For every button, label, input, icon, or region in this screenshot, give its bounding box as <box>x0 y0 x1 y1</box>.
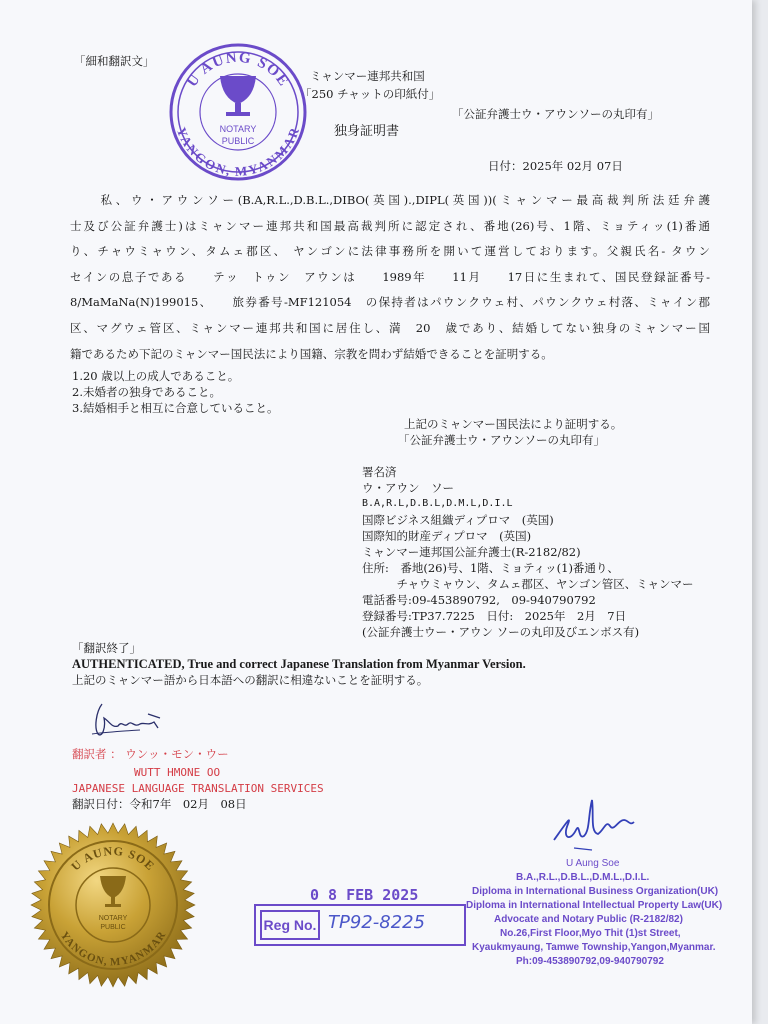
signer-diploma-business: 国際ビジネス組織ディプロマ (英国) <box>362 513 554 527</box>
translation-end-label: 「翻訳終了」 <box>72 641 141 655</box>
translation-date: 翻訳日付：令和7年 02月 08日 <box>72 797 247 811</box>
notary-stamp-diploma-ip: Diploma in International Intellectual Property Law(UK) <box>466 900 723 911</box>
seal-center-public: PUBLIC <box>221 136 255 146</box>
condition-item: 3.結婚相手と相互に合意していること。 <box>72 401 279 415</box>
translation-company: JAPANESE LANGUAGE TRANSLATION SERVICES <box>72 782 324 795</box>
seal-center-notary: NOTARY <box>219 124 257 134</box>
translation-certification: 上記のミャンマー語から日本語への翻訳に相違ないことを証明する。 <box>72 673 429 687</box>
condition-item: 2.未婚者の独身であること。 <box>72 385 221 399</box>
body-line: り、チャウミャウン、タムェ郡区、 ヤンゴンに法律事務所を開いて運営しております。父親氏名- タウン <box>70 244 710 259</box>
stamp-line-revenue: 「250 チャットの印紙付」 <box>300 87 441 101</box>
signer-registration: 登録番号:TP37.7225 日付: 2025年 2月 7日 <box>362 609 627 623</box>
body-line: 籍であるため下記のミャンマー国民法により国籍、宗教を問わず結婚できることを証明する。 <box>70 346 553 361</box>
document-date: 日付：2025年 02月 07日 <box>488 159 623 173</box>
seal-ring-bottom: YANGON, MYANMAR <box>173 125 303 179</box>
gold-seal-public: PUBLIC <box>100 924 126 931</box>
gold-seal-notary: NOTARY <box>98 915 128 922</box>
translator-label: 翻訳者 ： ウンッ・モン・ウー <box>72 747 229 761</box>
document-title: 独身証明書 <box>334 124 400 139</box>
signer-diploma-ip: 国際知的財産ディプロマ (英国) <box>362 529 532 543</box>
translation-label: 「細和翻訳文」 <box>74 54 155 68</box>
translator-signature <box>88 698 168 742</box>
body-paragraph <box>70 188 710 367</box>
body-line: 士及び公証弁護士)はミャンマー連邦共和国最高裁判所に認定され、番地(26)号、1階、ミョティッ(1)番通 <box>70 218 710 233</box>
signer-name: ウ・アウン ソー <box>362 481 454 495</box>
notary-stamp-degrees: B.A.,R.L.,D.B.L.,D.M.L.,D.I.L. <box>516 872 650 883</box>
certify-line: 上記のミャンマー国民法により証明する。 <box>404 417 623 431</box>
seal-note: 「公証弁護士ウ・アウンソーの丸印有」 <box>452 107 659 121</box>
body-line: 区、マグウェ管区、ミャンマー連邦共和国に居住し、満 20 歳であり、結婚してない独身のミャンマー国 <box>70 320 710 335</box>
gold-embossed-seal <box>28 820 198 990</box>
notary-signature <box>544 790 640 862</box>
reg-stamp-date: 0 8 FEB 2025 <box>310 886 419 904</box>
notary-stamp-license: Advocate and Notary Public (R-2182/82) <box>494 914 683 925</box>
reg-stamp-box <box>254 904 466 946</box>
notary-stamp-address: No.26,First Floor,Myo Thit (1)st Street, <box>500 928 681 939</box>
notary-stamp-diploma-business: Diploma in International Business Organization(UK) <box>472 886 719 897</box>
gold-seal-ring-top: U AUNG SOE <box>68 843 158 874</box>
body-line: セインの息子である テッ トゥン アウンは 1989年 11月 17日に生まれて、国民登録証番号- <box>70 269 710 284</box>
signer-address-cont: チャウミャウン、タムェ郡区、ヤンゴン管区、ミャンマー <box>362 577 694 591</box>
gold-seal-ring-bottom: YANGON, MYANMAR <box>57 929 169 969</box>
body-line: 8/MaMaNa(N)199015、 旅券番号-MF121054 の保持者はパウンクウェ村、パウンクウェ村落、ミャイン郡 <box>70 295 710 310</box>
notary-stamp-township: Kyaukmyaung, Tamwe Township,Yangon,Myanmar. <box>472 942 716 953</box>
certify-seal-note: 「公証弁護士ウ・アウンソーの丸印有」 <box>398 433 605 447</box>
body-line: 私、ウ・アウンソー(B.A,R.L.,D.B.L.,DIBO(英国).,DIPL(英国))(ミャンマー最高裁判所法廷弁護 <box>70 193 710 207</box>
signer-seal-note: (公証弁護士ウー・アウン ソーの丸印及びエンボス有) <box>362 625 640 639</box>
signer-degrees: B.A,R.L,D.B.L,D.M.L,D.I.L <box>362 498 513 509</box>
authentication-statement: AUTHENTICATED, True and correct Japanese Translation from Myanmar Version. <box>72 657 526 671</box>
reg-no-label: Reg No. <box>260 910 320 940</box>
reg-no-value: TP92-8225 <box>328 912 426 933</box>
signer-phone: 電話番号:09-453890792, 09-940790792 <box>362 593 596 607</box>
signer-address: 住所: 番地(26)号、1階、ミョティッ(1)番通り、 <box>362 561 619 575</box>
seal-ring-top: U AUNG SOE <box>184 49 292 91</box>
signed-label: 署名済 <box>362 465 397 479</box>
stamp-line-country: ミャンマー連邦共和国 <box>310 69 425 83</box>
translator-name: WUTT HMONE OO <box>134 766 221 779</box>
condition-item: 1.20 歳以上の成人であること。 <box>72 369 240 383</box>
notary-stamp-name: U Aung Soe <box>566 858 620 869</box>
notary-stamp-phone: Ph:09-453890792,09-940790792 <box>516 956 664 967</box>
notary-seal-stamp <box>166 40 310 184</box>
signer-license: ミャンマー連邦国公証弁護士(R-2182/82) <box>362 545 581 559</box>
